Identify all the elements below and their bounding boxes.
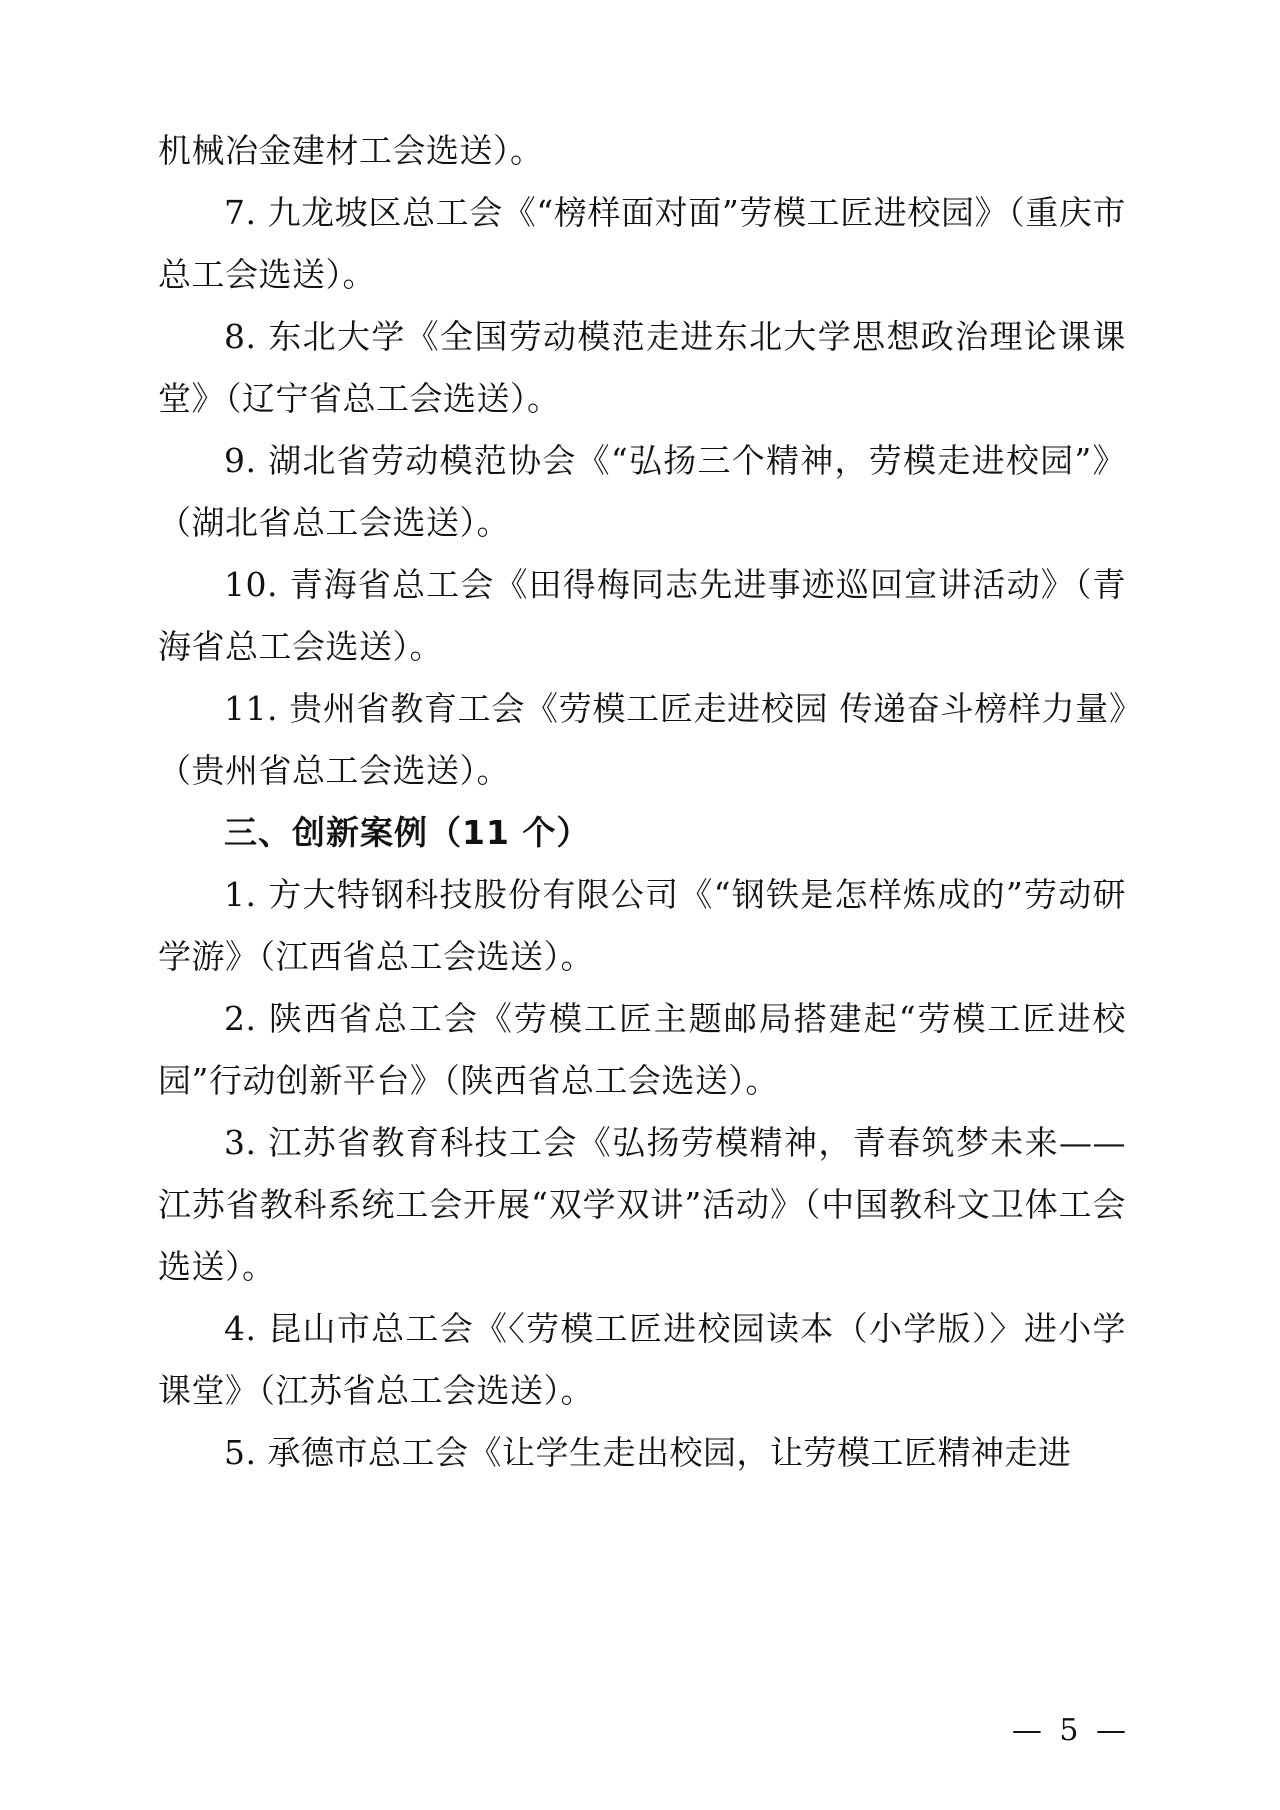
page-number: — 5 — — [1011, 1713, 1130, 1748]
list-item-8: 8. 东北大学《全国劳动模范走进东北大学思想政治理论课课堂》（辽宁省总工会选送）。 — [158, 317, 1126, 418]
innovation-item-2: 2. 陕西省总工会《劳模工匠主题邮局搭建起“劳模工匠进校园”行动创新平台》（陕西省总工会选送）。 — [158, 999, 1126, 1100]
list-item-11: 11. 贵州省教育工会《劳模工匠走进校园 传递奋斗榜样力量》（贵州省总工会选送）。 — [158, 689, 1126, 790]
list-item-7: 7. 九龙坡区总工会《“榜样面对面”劳模工匠进校园》（重庆市总工会选送）。 — [158, 193, 1126, 294]
innovation-item-3: 3. 江苏省教育科技工会《弘扬劳模精神，青春筑梦未来——江苏省教科系统工会开展“双学双讲”活动》（中国教科文卫体工会选送）。 — [158, 1123, 1126, 1286]
innovation-item-1: 1. 方大特钢科技股份有限公司《“钢铁是怎样炼成的”劳动研学游》（江西省总工会选送）。 — [158, 875, 1126, 976]
paragraph-continuation: 机械冶金建材工会选送）。 — [158, 131, 544, 170]
innovation-item-5: 5. 承德市总工会《让学生走出校园，让劳模工匠精神走进 — [224, 1433, 1072, 1472]
section-heading-innovation-cases: 三、创新案例（11 个） — [224, 813, 591, 852]
list-item-10: 10. 青海省总工会《田得梅同志先进事迹巡回宣讲活动》（青海省总工会选送）。 — [158, 565, 1126, 666]
list-item-9: 9. 湖北省劳动模范协会《“弘扬三个精神，劳模走进校园”》（湖北省总工会选送）。 — [158, 441, 1126, 542]
innovation-item-4: 4. 昆山市总工会《〈劳模工匠进校园读本（小学版）〉进小学课堂》（江苏省总工会选送）。 — [158, 1309, 1126, 1410]
document-body — [158, 120, 1126, 1484]
